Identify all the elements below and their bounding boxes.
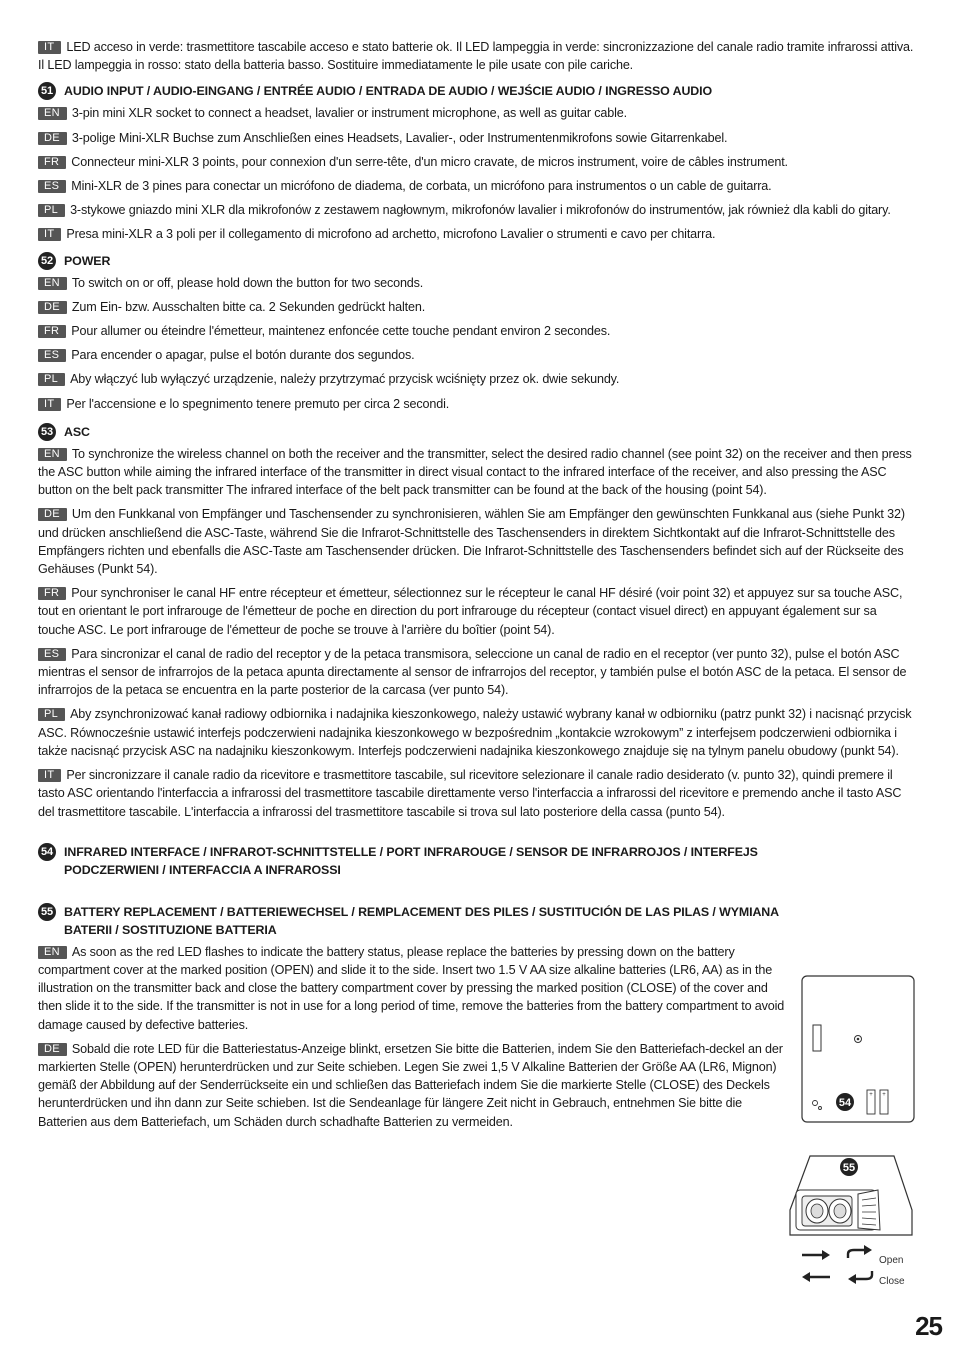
paragraph-it xyxy=(38,225,914,243)
section-number-badge: 51 xyxy=(38,82,56,100)
language-tag: IT xyxy=(38,228,61,241)
figure-55-battery-compartment xyxy=(782,1150,920,1295)
section-title: AUDIO INPUT / AUDIO-EINGANG / ENTRÉE AUDIO / ENTRADA DE AUDIO / WEJŚCIE AUDIO / INGRESSO AUDIO xyxy=(64,84,713,99)
language-tag: FR xyxy=(38,156,66,169)
svg-text:+: + xyxy=(869,1092,873,1098)
language-tag: ES xyxy=(38,349,66,362)
manual-page xyxy=(38,38,914,1137)
paragraph-fr xyxy=(38,584,914,639)
paragraph-text: Connecteur mini-XLR 3 points, pour connexion d'un serre-tête, d'un micro cravate, de micros instrument, voire de câbles instrument. xyxy=(71,154,788,169)
paragraph-de xyxy=(38,1040,790,1131)
section-heading-52 xyxy=(38,252,914,270)
section-title: POWER xyxy=(64,253,111,268)
section-heading-51 xyxy=(38,82,914,100)
paragraph-text: Per l'accensione e lo spegnimento tenere premuto per circa 2 secondi. xyxy=(66,396,450,411)
language-tag: EN xyxy=(38,107,67,120)
section-heading-55 xyxy=(38,903,914,939)
section-number-badge: 55 xyxy=(38,903,56,921)
language-tag: IT xyxy=(38,41,61,54)
paragraph-en xyxy=(38,104,914,122)
section-number-badge: 54 xyxy=(38,843,56,861)
paragraph-pl xyxy=(38,705,914,760)
language-tag: DE xyxy=(38,132,67,145)
paragraph-text: 3-pin mini XLR socket to connect a headset, lavalier or instrument microphone, as well as guitar cable. xyxy=(71,106,627,121)
paragraph-text: Aby zsynchronizować kanał radiowy odbiornika i nadajnika kieszonkowego, należy ustawić wybrany kanał w odbiorniku (patrz punkt 32) i nacisnąć przycisk ASC. Równocześnie ustawić interfejs podczerwieni nadajnika kieszonkowego w bezpośrednim „kontakcie wzrokowym” z interfejsem podczerwieni odbiornika i także nacisnąć przycisk ASC na nadajniku kieszonkowym. Interfejs podczerwieni nadajnika kieszonkowego znajduje się na tylnym panelu obudowy (punkt 54). xyxy=(38,707,912,758)
paragraph-text: To switch on or off, please hold down the button for two seconds. xyxy=(71,275,424,290)
figure-54-transmitter-back xyxy=(801,975,915,1123)
language-tag: IT xyxy=(38,769,61,782)
paragraph-de xyxy=(38,129,914,147)
paragraph-de xyxy=(38,505,914,578)
paragraph-pl xyxy=(38,201,914,219)
close-label: Close xyxy=(879,1276,905,1287)
paragraph-es xyxy=(38,645,914,700)
paragraph-it xyxy=(38,395,914,413)
language-tag: IT xyxy=(38,398,61,411)
paragraph-text: LED acceso in verde: trasmettitore tascabile acceso e stato batterie ok. Il LED lampeggia in verde: sincronizzazione del canale radio tramite infrarossi attiva. Il LED lampeggia in rosso: stato della batteria basso. Sostituire immediatamente le pile usate con pile cariche. xyxy=(38,40,914,73)
language-tag: EN xyxy=(38,277,67,290)
paragraph-text: Sobald die rote LED für die Batteriestatus-Anzeige blinkt, ersetzen Sie bitte die Batterien, indem Sie den Batteriefach-deckel an der markierten Stelle (OPEN) herunterdrücken und zur Seite schieben. Legen Sie zwei 1,5 V Alkaline Batterien der Größe AA (LR6, Mignon) gemäß der Abbildung auf der Senderrückseite ein und schließen das Batteriefach indem Sie die markierte Stelle (CLOSE) des Deckels herunterdrücken und ihn dann zur Seite schieben. Ist die Sendeanlage für längere Zeit nicht in Gebrauch, entnehmen Sie bitte die Batterien aus dem Batteriefach, um Schäden durch schadhafte Batterien zu vermeiden. xyxy=(38,1041,783,1129)
figure-54-number: 54 xyxy=(838,1097,852,1109)
paragraph-text: Zum Ein- bzw. Ausschalten bitte ca. 2 Sekunden gedrückt halten. xyxy=(71,299,426,314)
paragraph-text: 3-polige Mini-XLR Buchse zum Anschließen eines Headsets, Lavalier-, oder Instrumentenmikrofons sowie Gitarrenkabel. xyxy=(71,130,728,145)
section-number-badge: 52 xyxy=(38,252,56,270)
section-title: INFRARED INTERFACE / INFRAROT-SCHNITTSTELLE / PORT INFRAROUGE / SENSOR DE INFRARROJOS / INTERFEJS PODCZERWIENI / INTERFACCIA A INFRAROSSI xyxy=(64,844,758,877)
paragraph-en xyxy=(38,274,914,292)
paragraph-text: 3-stykowe gniazdo mini XLR dla mikrofonów z zestawem nagłownym, mikrofonów lavalier i mikrofonów do instrumentów, jak również dla kabli do gitary. xyxy=(70,203,891,218)
paragraph-text: Para sincronizar el canal de radio del receptor y de la petaca transmisora, seleccione un canal de radio en el receptor (ver punto 32), pulse el botón ASC mientras el sensor de infrarrojos de la petaca apunta directamente al sensor de infrarrojos del receptor, y también pulse el botón ASC de la petaca. El sensor de infrarrojos de la petaca se encuentra en la parte posterior de la carcasa (ver punto 54). xyxy=(38,646,907,698)
paragraph-fr xyxy=(38,322,914,340)
page-number: 25 xyxy=(915,1311,942,1341)
paragraph-it xyxy=(38,766,914,821)
paragraph-text: To synchronize the wireless channel on both the receiver and the transmitter, select the desired radio channel (see point 32) on the receiver and then press the ASC button while aiming the infrared interface of the transmitter in direct visual contact to the infrared interface of the receiver, and also pressing the ASC button on the belt pack transmitter The infrared interface of the belt pack transmitter can be found at the back of the housing (point 54). xyxy=(38,446,912,498)
language-tag: PL xyxy=(38,708,65,721)
language-tag: FR xyxy=(38,587,66,600)
paragraph-it xyxy=(38,38,914,74)
paragraph-fr xyxy=(38,153,914,171)
paragraph-pl xyxy=(38,370,914,388)
paragraph-text: Aby włączyć lub wyłączyć urządzenie, należy przytrzymać przycisk wciśnięty przez ok. dwie sekundy. xyxy=(70,372,620,387)
paragraph-es xyxy=(38,177,914,195)
language-tag: EN xyxy=(38,448,67,461)
language-tag: PL xyxy=(38,373,65,386)
paragraph-es xyxy=(38,346,914,364)
paragraph-en xyxy=(38,445,914,500)
language-tag: PL xyxy=(38,204,65,217)
language-tag: DE xyxy=(38,301,67,314)
section-title: ASC xyxy=(64,424,90,439)
language-tag: ES xyxy=(38,648,66,661)
paragraph-text: Um den Funkkanal von Empfänger und Taschensender zu synchronisieren, wählen Sie am Empfänger den gewünschten Funkkanal aus (siehe Punkt 32) und drücken anschließend die ASC-Taste, während Sie die Infrarot-Schnittstelle des Taschensenders in direktem Sichtkontakt auf die Infrarot-Schnittstelle des Empfängers richten und ebenfalls die ASC-Taste am Taschensender drücken. Die Infrarot-Schnittstelle des Taschensenders befindet sich auf der Rückseite des Gehäuses (Punkt 54). xyxy=(38,507,905,577)
paragraph-de xyxy=(38,298,914,316)
paragraph-text: Pour synchroniser le canal HF entre récepteur et émetteur, sélectionnez sur le récepteur le canal HF désiré (voir point 32) et appuyez sur sa touche ASC, tout en orientant le port infrarouge de l'émetteur de poche en direction du port infrarouge du récepteur (contact visuel direct) en appuyant également sur sa touche ASC. Le port infrarouge de l'émetteur de poche se trouve à l'arrière du boîtier (point 54). xyxy=(38,586,903,637)
language-tag: DE xyxy=(38,1043,67,1056)
paragraph-text: As soon as the red LED flashes to indicate the battery status, please replace the batteries by pressing down on the battery compartment cover at the marked position (OPEN) and slide it to the side. Insert two 1.5 V AA size alkaline batteries (LR6, AA) as in the illustration on the transmitter back and close the battery compartment cover by pressing the marked position (CLOSE) of the cover and then slide it to the side. If the transmitter is not in use for a long period of time, remove the batteries from the battery compartment to avoid damage caused by defective batteries. xyxy=(38,944,785,1032)
paragraph-text: Presa mini-XLR a 3 poli per il collegamento di microfono ad archetto, microfono Lavalier o strumenti e cavo per chitarra. xyxy=(66,227,716,242)
section-number-badge: 53 xyxy=(38,423,56,441)
svg-text:+: + xyxy=(882,1092,886,1098)
paragraph-text: Pour allumer ou éteindre l'émetteur, maintenez enfoncée cette touche pendant environ 2 secondes. xyxy=(71,324,611,339)
section-heading-54 xyxy=(38,843,914,879)
paragraph-en xyxy=(38,943,790,1034)
language-tag: DE xyxy=(38,508,67,521)
language-tag: ES xyxy=(38,180,66,193)
paragraph-text: Per sincronizzare il canale radio da ricevitore e trasmettitore tascabile, sul ricevitore selezionare il canale radio desiderato (v. punto 32), quindi premere il tasto ASC orientando l'interfaccia a infrarossi del trasmettitore tascabile direttamente verso l'interfaccia a infrarossi del ricevitore e premendo anche il tasto ASC del trasmettitore tascabile. L'interfaccia a infrarossi del trasmettitore tascabile si trova sul lato posteriore della cassa (punto 54). xyxy=(38,768,902,819)
paragraph-text: Mini-XLR de 3 pines para conectar un micrófono de diadema, de corbata, un micrófono para instrumentos o un cable de guitarra. xyxy=(71,179,772,194)
section-title: BATTERY REPLACEMENT / BATTERIEWECHSEL / REMPLACEMENT DES PILES / SUSTITUCIÓN DE LAS PILAS / WYMIANA BATERII / SOSTITUZIONE BATTERIA xyxy=(64,904,779,937)
section-heading-53 xyxy=(38,423,914,441)
language-tag: FR xyxy=(38,325,66,338)
paragraph-text: Para encender o apagar, pulse el botón durante dos segundos. xyxy=(71,348,415,363)
open-label: Open xyxy=(879,1255,904,1266)
language-tag: EN xyxy=(38,946,67,959)
figure-55-number: 55 xyxy=(842,1162,856,1174)
